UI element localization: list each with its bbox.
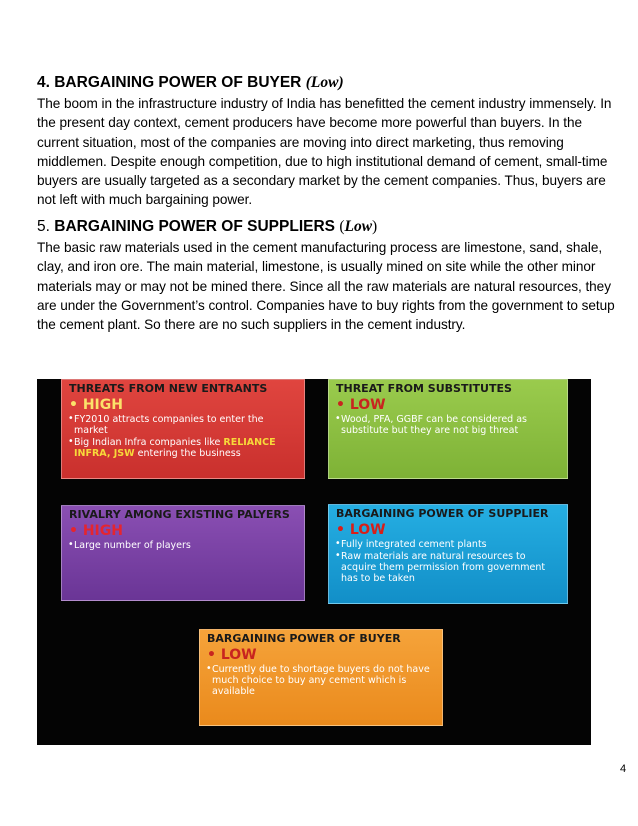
section-paragraph: The boom in the infrastructure industry of India has benefitted the cement industry immensely. In the present day context, cement producers have become more powerful than buyers. In the current situation, most of the companies are moving into direct marketing, thus removing middlemen. Despite enough competition, due to high institutional demand of cement, small-time buyers are usually targeted as a secondary market by the cement companies. Thus, buyers are not left with much bargaining power. — [37, 96, 612, 208]
box-bullet: • Currently due to shortage buyers do not have much choice to buy any cement which is available — [200, 663, 442, 697]
section-heading — [37, 217, 627, 237]
new-entrants-box — [61, 379, 305, 479]
box-bullet — [62, 436, 304, 459]
box-title: THREATS FROM NEW ENTRANTS — [69, 382, 268, 395]
heading-level: (Low) — [305, 74, 344, 91]
level-text: Low — [310, 74, 339, 91]
box-title: RIVALRY AMONG EXISTING PALYERS — [69, 508, 290, 521]
box-level: • HIGH — [69, 397, 123, 413]
bullet-text: entering the business — [134, 448, 241, 459]
box-bullet: • Wood, PFA, GGBF can be considered as substitute but they are not big threat — [329, 413, 567, 436]
section-buyer — [37, 73, 627, 210]
box-bullet: • Raw materials are natural resources to acquire them permission from government has to be taken — [329, 550, 567, 584]
supplier-box — [328, 504, 568, 604]
box-title: THREAT FROM SUBSTITUTES — [336, 382, 512, 395]
buyer-box — [199, 629, 443, 726]
box-title: BARGAINING POWER OF SUPPLIER — [336, 507, 549, 520]
heading-level: (Low) — [339, 218, 378, 235]
bullet-text: Big Indian Infra companies like — [74, 437, 224, 448]
heading-text: 4. BARGAINING POWER OF BUYER — [37, 74, 302, 91]
level-text: Low — [344, 218, 373, 235]
box-bullet: • Fully integrated cement plants — [329, 538, 567, 550]
box-level: • HIGH — [69, 523, 123, 539]
porter-forces-graphic — [37, 379, 591, 745]
section-suppliers — [37, 217, 627, 334]
substitutes-box — [328, 379, 568, 479]
box-level: • LOW — [336, 397, 386, 413]
page-number: 4 — [620, 763, 627, 775]
box-bullet: • FY2010 attracts companies to enter the market — [62, 413, 304, 436]
section-paragraph: The basic raw materials used in the cement manufacturing process are limestone, sand, shale, clay, and iron ore. The main material, limestone, is usually mined on site while the other minor materials may or may not be mined there. Since all the raw materials are natural resources, they are under the Government’s control. Companies have to buy rights from the government to setup the cement plant. So there are no such suppliers in the cement industry. — [37, 240, 615, 333]
box-title: BARGAINING POWER OF BUYER — [207, 632, 401, 645]
heading-text: BARGAINING POWER OF SUPPLIERS — [54, 218, 335, 235]
bullet-highlight: RELIANCE INFRA, JSW — [74, 437, 276, 459]
box-bullet: • Large number of players — [62, 539, 304, 551]
box-level: • LOW — [336, 522, 386, 538]
section-heading — [37, 73, 627, 93]
rivalry-box — [61, 505, 305, 601]
box-level: • LOW — [207, 647, 257, 663]
heading-number: 5. — [37, 218, 50, 235]
